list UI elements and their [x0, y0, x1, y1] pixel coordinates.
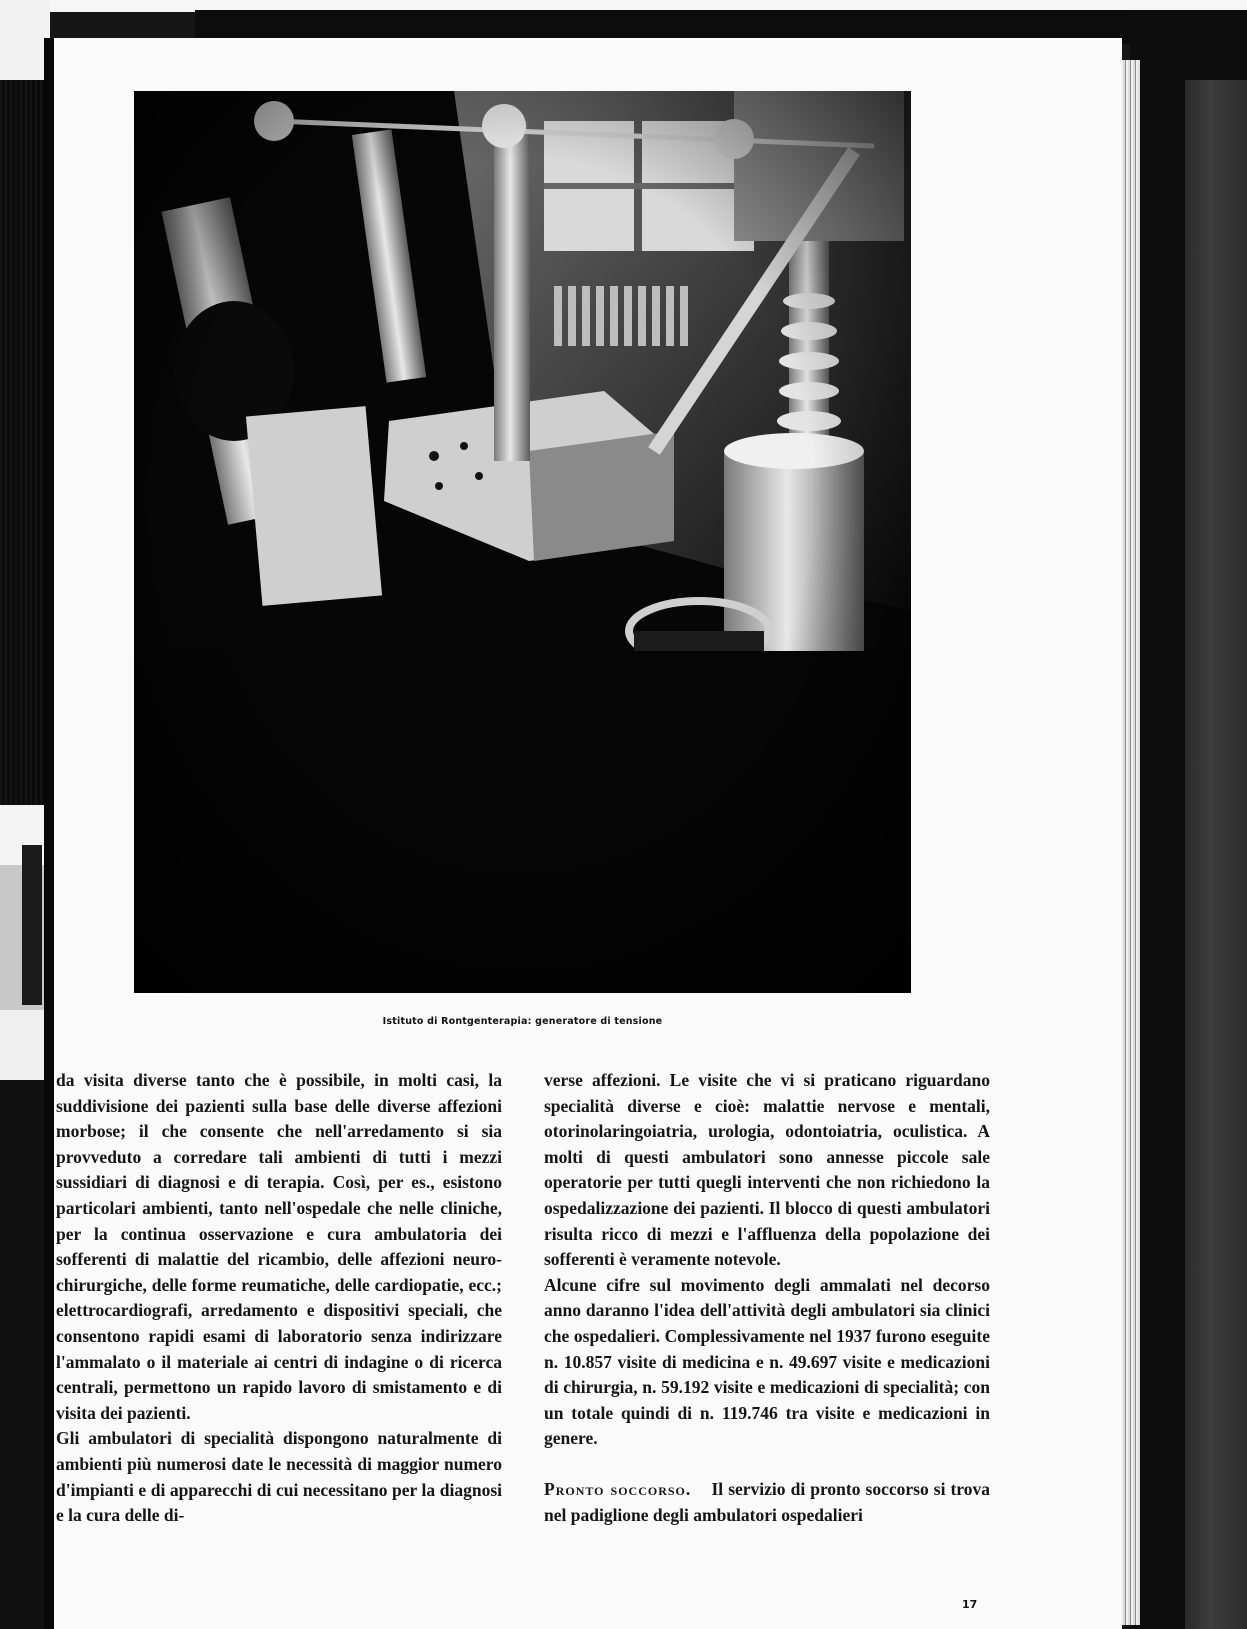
page-number: 17 [962, 1598, 978, 1611]
photo-caption: Istituto di Rontgenterapia: generatore di tensione [382, 1016, 663, 1027]
text-column-left [56, 1068, 502, 1529]
page [54, 38, 1122, 1629]
photo-illustration [134, 91, 911, 993]
section-text: Il servizio di pronto soccorso si trova nel padiglione degli ambulatori ospedalieri [544, 1478, 991, 1525]
edge-mark [22, 845, 42, 1005]
book-gutter [44, 38, 54, 1629]
paragraph: verse affezioni. Le visite che vi si praticano riguardano specialità diverse e cioè: malattie nervose e mentali, otorinolaringoiatria, urologia, odontoiatria, oculistica. A molti di questi ambulatori sono annesse piccole sale operatorie per tutti quegli interventi che non richiedono la ospedalizzazione dei pazienti. Il blocco di questi ambulatori risulta ricco di mezzi e l'affluenza della popolazione dei sofferenti è veramente notevole. [544, 1070, 990, 1270]
previous-page-edge [0, 0, 50, 1629]
text-column-right [544, 1068, 990, 1528]
edge-grain [0, 80, 50, 805]
paragraph: Alcune cifre sul movimento degli ammalati nel decorso anno daranno l'idea dell'attività degli ambulatori sia clinici che ospedalieri. Complessivamente nel 1937 furono eseguite n. 10.857 visite di medicina e n. 49.697 visite e medicazioni di chirurgia, n. 59.192 visite e medicazioni di specialità; con un totale quindi di n. 119.746 tra visite e medicazioni in genere. [544, 1274, 990, 1449]
section-heading: Pronto soccorso. [544, 1478, 692, 1499]
paragraph: Gli ambulatori di specialità dispongono naturalmente di ambienti più numerosi date le necessità di maggior numero d'impianti e di apparecchi di cui necessitano per la diagnosi e la cura delle di- [56, 1428, 502, 1526]
paragraph-gap [544, 1452, 990, 1477]
book-cover-edge [1185, 80, 1247, 1629]
section-paragraph [544, 1477, 990, 1528]
paragraph: da visita diverse tanto che è possibile, in molti casi, la suddivisione dei pazienti sulla base delle diverse affezioni morbose; il che consente che nell'arredamento si sia provveduto a corredare tali ambienti di tutti i mezzi sussidiari di diagnosi e di terapia. Così, per es., esistono particolari ambienti, tanto nell'ospedale che nelle cliniche, per la continua osservazione e cura ambulatoria dei sofferenti di malattie del ricambio, delle affezioni neuro-chirurgiche, delle forme reumatiche, delle cardiopatie, ecc.; elettrocardiografi, arredamento e dispositivi speciali, che consentono rapidi esami di laboratorio senza indirizzare l'ammalato o il materiale ai centri di indagine o di ricerca centrali, permettono un rapido lavoro di smistamento e di visita dei pazienti. [56, 1070, 502, 1423]
x-ray-generator-photo [134, 91, 911, 993]
